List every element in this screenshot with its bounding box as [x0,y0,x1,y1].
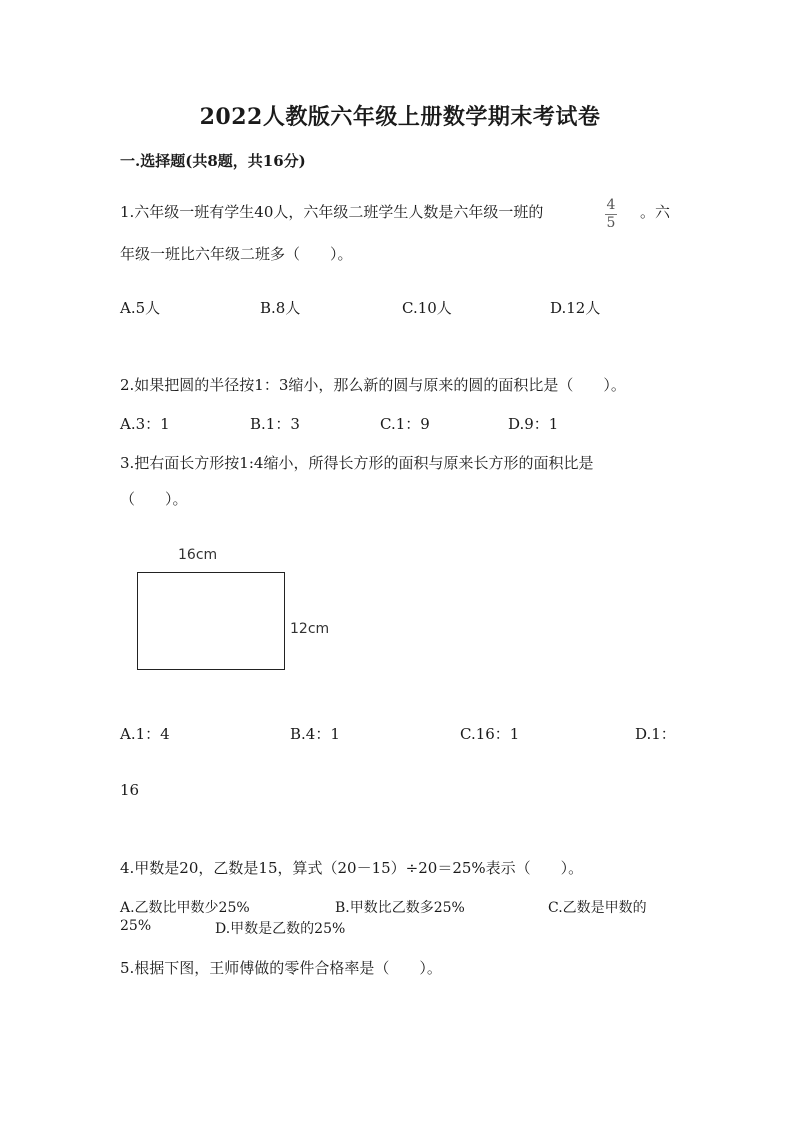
width-label: 16cm [178,547,218,563]
question-1-line-2: 年级一班比六年级二班多（ ）。 [120,245,353,263]
option-c[interactable]: C.乙数是甲数的 [548,900,647,916]
option-d-continued: 16 [120,781,140,799]
option-d[interactable]: D.9：1 [508,415,559,433]
option-b[interactable]: B.8人 [260,299,301,317]
height-label: 12cm [290,621,330,637]
page-title: 2022人教版六年级上册数学期末考试卷 [199,104,601,130]
fraction-numerator: 4 [606,197,616,213]
fraction-denominator: 5 [606,215,616,231]
question-3-line-2: （ ）。 [120,490,188,508]
question-5-text: 5.根据下图，王师傅做的零件合格率是（ ）。 [120,959,442,977]
option-c[interactable]: C.1：9 [380,415,430,433]
option-a[interactable]: A.乙数比甲数少25% [120,900,250,916]
option-c-continued: 25% [120,918,152,934]
option-a[interactable]: A.3：1 [120,415,170,433]
option-b[interactable]: B.1：3 [250,415,300,433]
option-a[interactable]: A.1：4 [120,725,170,743]
question-1-line-1-end: 。六 [640,203,671,221]
rectangle-shape [137,572,285,670]
question-1-line-1: 1.六年级一班有学生40人，六年级二班学生人数是六年级一班的 [120,203,544,221]
question-4-text: 4.甲数是20，乙数是15，算式（20－15）÷20＝25%表示（ ）。 [120,859,584,877]
option-a[interactable]: A.5人 [120,299,161,317]
option-c[interactable]: C.10人 [402,299,452,317]
option-b[interactable]: B.甲数比乙数多25% [335,900,465,916]
section-heading: 一.选择题(共8题，共16分) [120,152,306,170]
question-3-line-1: 3.把右面长方形按1:4缩小，所得长方形的面积与原来长方形的面积比是 [120,454,594,472]
option-d[interactable]: D.甲数是乙数的25% [215,921,346,937]
question-2-text: 2.如果把圆的半径按1：3缩小，那么新的圆与原来的圆的面积比是（ ）。 [120,376,626,394]
option-d[interactable]: D.12人 [550,299,601,317]
option-d[interactable]: D.1： [635,725,676,743]
option-c[interactable]: C.16：1 [460,725,520,743]
option-b[interactable]: B.4：1 [290,725,340,743]
